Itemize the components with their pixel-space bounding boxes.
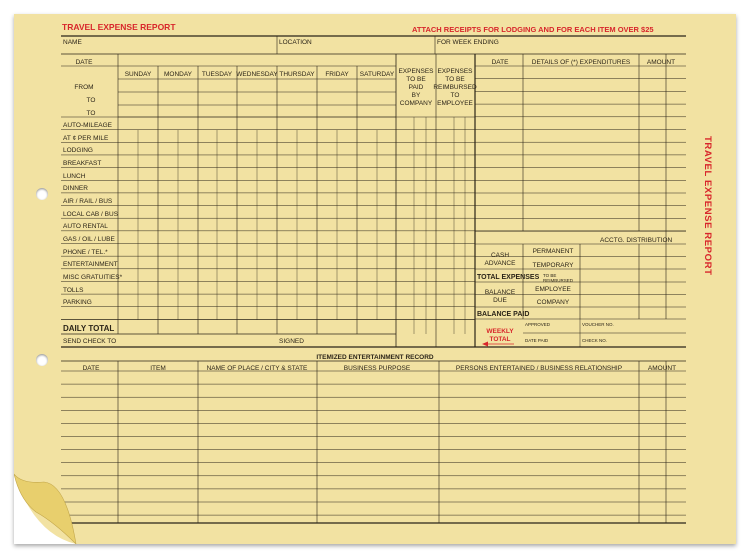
side-vertical-title: TRAVEL EXPENSE REPORT: [702, 136, 713, 276]
company-col-line-1: EXPENSES: [398, 68, 434, 75]
row-dinner: DINNER: [63, 185, 88, 192]
day-monday: MONDAY: [163, 71, 193, 78]
route-to-label-2: TO: [86, 110, 96, 117]
daily-total-label: DAILY TOTAL: [63, 324, 115, 333]
employee-col-line-5: EMPLOYEE: [437, 100, 473, 107]
cash-advance-line-1: CASH: [490, 252, 510, 259]
to-be-reimbursed-line-2: REIMBURSED: [543, 278, 574, 283]
signed-label: SIGNED: [279, 338, 304, 345]
balance-paid-label: BALANCE PAID: [477, 311, 530, 318]
balance-due-line-2: DUE: [493, 297, 507, 304]
weekly-total-line-1: WEEKLY: [486, 328, 514, 335]
day-thursday: THURSDAY: [279, 71, 315, 78]
binder-hole-bottom: [36, 354, 48, 366]
attach-receipts-note: ATTACH RECEIPTS FOR LODGING AND FOR EACH ITEM OVER $25: [412, 25, 654, 34]
ent-date-header: DATE: [82, 365, 100, 372]
row-local-cab: LOCAL CAB / BUS: [63, 211, 119, 218]
ent-persons-header: PERSONS ENTERTAINED / BUSINESS RELATIONSHIP: [455, 365, 623, 372]
send-check-label: SEND CHECK TO: [63, 338, 117, 345]
details-expenditures-header: DETAILS OF (*) EXPENDITURES: [531, 59, 631, 66]
company-col-line-5: COMPANY: [399, 100, 433, 107]
employee-col-line-1: EXPENSES: [437, 68, 473, 75]
permanent-label: PERMANENT: [532, 248, 574, 255]
employee-col-line-3: REIMBURSED: [433, 84, 477, 91]
temporary-label: TEMPORARY: [532, 262, 574, 269]
route-from-label: FROM: [74, 84, 94, 91]
location-label: LOCATION: [279, 39, 312, 46]
check-no-label: CHECK NO.: [582, 338, 608, 343]
balance-due-line-1: BALANCE: [484, 289, 516, 296]
company-label: COMPANY: [536, 299, 570, 306]
row-air-rail-bus: AIR / RAIL / BUS: [63, 198, 113, 205]
row-gas-oil: GAS / OIL / LUBE: [63, 236, 115, 243]
to-be-reimbursed-line-1: TO BE: [543, 273, 557, 278]
day-tuesday: TUESDAY: [201, 71, 233, 78]
company-col-line-2: TO BE: [406, 76, 426, 83]
page-curl: [14, 14, 736, 544]
employee-label: EMPLOYEE: [535, 286, 571, 293]
acctg-distribution-label: ACCTG. DISTRIBUTION: [600, 237, 673, 244]
cash-advance-line-2: ADVANCE: [484, 260, 516, 267]
expense-report-sheet: [14, 14, 736, 544]
day-wednesday: WEDNESDAY: [236, 71, 278, 78]
employee-col-line-4: TO: [450, 92, 460, 99]
name-label: NAME: [63, 39, 82, 46]
voucher-no-label: VOUCHER NO.: [582, 322, 614, 327]
row-misc-gratuities: MISC GRATUITIES*: [63, 274, 123, 281]
company-col-line-4: BY: [411, 92, 421, 99]
weekly-date-label: DATE: [75, 59, 93, 66]
total-expenses-label: TOTAL EXPENSES: [477, 274, 540, 281]
details-date-header: DATE: [491, 59, 509, 66]
ent-item-header: ITEM: [150, 365, 166, 372]
row-phone: PHONE / TEL.*: [63, 249, 108, 256]
ent-purpose-header: BUSINESS PURPOSE: [343, 365, 411, 372]
form-title: TRAVEL EXPENSE REPORT: [62, 22, 176, 32]
day-friday: FRIDAY: [325, 71, 349, 78]
company-col-line-3: PAID: [408, 84, 424, 91]
row-breakfast: BREAKFAST: [63, 160, 102, 167]
entertainment-record-title: ITEMIZED ENTERTAINMENT RECORD: [316, 354, 434, 361]
binder-hole-top: [36, 188, 48, 200]
row-tolls: TOLLS: [63, 287, 84, 294]
row-lunch: LUNCH: [63, 173, 86, 180]
ent-place-header: NAME OF PLACE / CITY & STATE: [206, 365, 308, 372]
row-auto-rental: AUTO RENTAL: [63, 223, 108, 230]
row-lodging: LODGING: [63, 147, 93, 154]
approved-label: APPROVED: [525, 322, 551, 327]
row-parking: PARKING: [63, 299, 92, 306]
row-auto-mileage: AUTO-MILEAGE: [63, 122, 113, 129]
day-sunday: SUNDAY: [124, 71, 152, 78]
route-to-label-1: TO: [86, 97, 96, 104]
weekly-total-line-2: TOTAL: [489, 336, 511, 343]
day-saturday: SATURDAY: [359, 71, 395, 78]
week-ending-label: FOR WEEK ENDING: [437, 39, 499, 46]
details-amount-header: AMOUNT: [646, 59, 676, 66]
row-per-mile: AT ¢ PER MILE: [63, 135, 109, 142]
ent-amount-header: AMOUNT: [647, 365, 677, 372]
employee-col-line-2: TO BE: [445, 76, 465, 83]
date-paid-label: DATE PAID: [525, 338, 549, 343]
row-entertainment: ENTERTAINMENT: [63, 261, 118, 268]
